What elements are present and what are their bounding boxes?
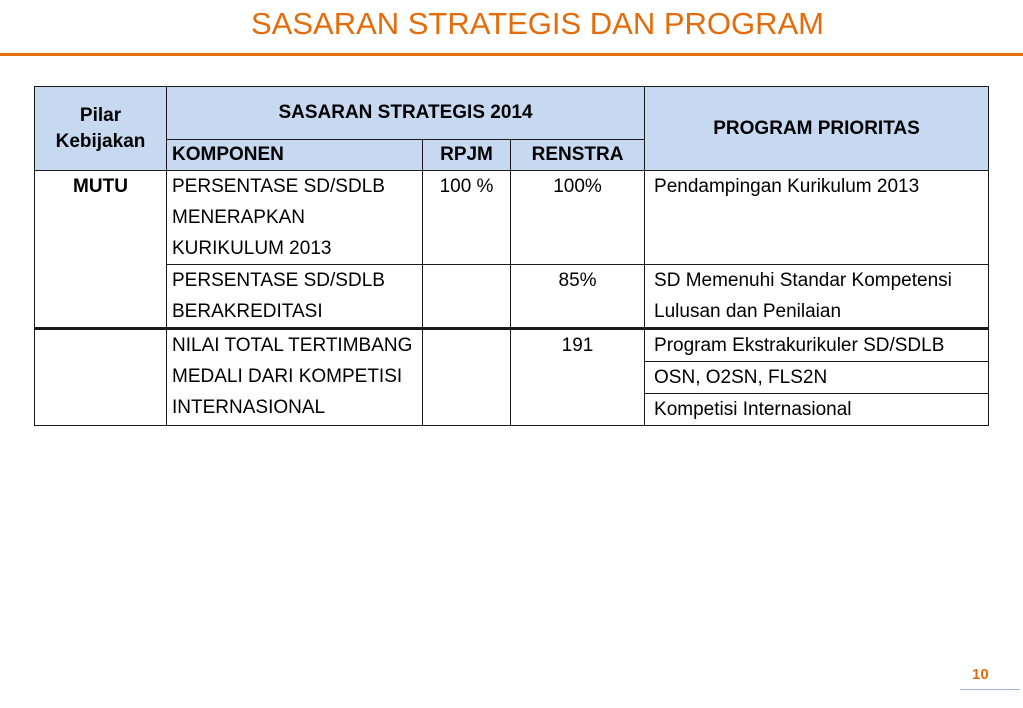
program-cell: Program Ekstrakurikuler SD/SDLB (645, 329, 989, 362)
page-number: 10 (972, 666, 989, 683)
table-row (35, 329, 989, 362)
strategy-table (34, 86, 989, 426)
komponen-cell: PERSENTASE SD/SDLB MENERAPKAN KURIKULUM 2013 (167, 171, 423, 265)
pilar-cell: MUTU (35, 171, 167, 329)
renstra-cell: 100% (511, 171, 645, 265)
table-row (35, 265, 989, 329)
pilar-cell-empty (35, 329, 167, 426)
header-pilar: Pilar Kebijakan (35, 87, 167, 171)
komponen-cell: PERSENTASE SD/SDLB BERAKREDITASI (167, 265, 423, 329)
header-komponen: KOMPONEN (167, 140, 423, 171)
header-row-top (35, 87, 989, 140)
program-cell: OSN, O2SN, FLS2N (645, 362, 989, 394)
table-row (35, 171, 989, 265)
header-renstra: RENSTRA (511, 140, 645, 171)
renstra-cell: 85% (511, 265, 645, 329)
header-sasaran: SASARAN STRATEGIS 2014 (167, 87, 645, 140)
slide-title: SASARAN STRATEGIS DAN PROGRAM (250, 6, 824, 41)
rpjm-cell (423, 265, 511, 329)
header-rpjm: RPJM (423, 140, 511, 171)
header-program: PROGRAM PRIORITAS (645, 87, 989, 171)
rpjm-cell (423, 329, 511, 426)
komponen-cell: NILAI TOTAL TERTIMBANG MEDALI DARI KOMPETISI INTERNASIONAL (167, 329, 423, 426)
program-cell: Kompetisi Internasional (645, 394, 989, 426)
program-cell: Pendampingan Kurikulum 2013 (645, 171, 989, 265)
rpjm-cell: 100 % (423, 171, 511, 265)
program-cell: SD Memenuhi Standar Kompetensi Lulusan dan Penilaian (645, 265, 989, 329)
renstra-cell: 191 (511, 329, 645, 426)
page-number-underline (960, 689, 1020, 690)
title-underline (0, 53, 1023, 56)
